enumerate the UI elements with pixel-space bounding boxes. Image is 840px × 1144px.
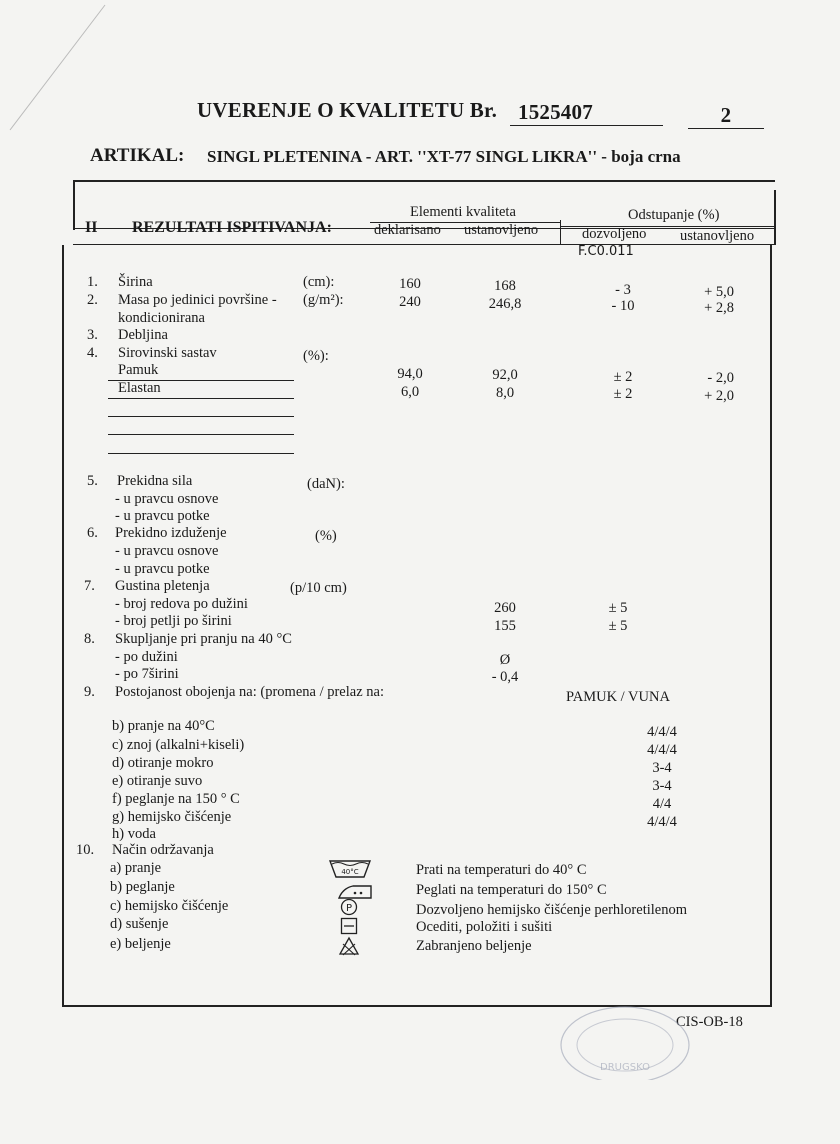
col-declared: deklarisano	[374, 222, 441, 238]
row-label: Postojanost obojenja na: (promena / prelaz na:	[115, 684, 384, 700]
measured-deviation: + 2,8	[704, 300, 734, 316]
fastness-label: f) peglanje na 150 ° C	[112, 791, 240, 807]
allowed-deviation: - 3	[615, 282, 631, 298]
row-unit: (%):	[303, 348, 329, 364]
fastness-label: e) otiranje suvo	[112, 773, 203, 789]
washing-40-icon	[328, 859, 372, 879]
fastness-label: c) znoj (alkalni+kiseli)	[112, 737, 245, 753]
test-method: F.C0.011	[578, 244, 634, 259]
article-label: ARTIKAL:	[90, 145, 185, 166]
sub-label: - u pravcu potke	[115, 561, 210, 577]
allowed-deviation: ± 5	[608, 618, 628, 634]
declared-value: 240	[399, 294, 421, 310]
deviation-header: Odstupanje (%)	[628, 207, 720, 223]
fastness-value: 3-4	[652, 778, 672, 794]
measured-value: Ø	[499, 652, 511, 668]
row-unit: (p/10 cm)	[290, 580, 347, 596]
care-instruction: Peglati na temperaturi do 150° C	[416, 882, 607, 898]
article-value: SINGL PLETENINA - ART. ''XT-77 SINGL LIKRA'' - boja crna	[207, 147, 681, 166]
row-label-continued: kondicionirana	[118, 310, 205, 326]
fiber-header: PAMUK / VUNA	[566, 689, 670, 705]
row-number: 4.	[87, 345, 98, 361]
care-instruction: Oceditі, položiti i sušiti	[416, 919, 553, 935]
sub-label: - po 7širini	[115, 666, 179, 682]
fastness-value: 4/4/4	[647, 742, 677, 758]
row-number: 10.	[76, 842, 95, 858]
sub-label: - u pravcu potke	[115, 508, 210, 524]
sub-label: - po dužini	[115, 649, 178, 665]
svg-text:40°C: 40°C	[341, 868, 359, 876]
drying-icon	[340, 917, 358, 935]
scan-artifact	[0, 0, 110, 140]
row-number: 1.	[87, 274, 98, 290]
measured-deviation: + 5,0	[704, 284, 734, 300]
row-label: Masa po jedinici površine -	[118, 292, 277, 308]
row-unit: (cm):	[303, 274, 335, 290]
row-label: Skupljanje pri pranju na 40 °C	[115, 631, 292, 647]
row-unit: (g/m²):	[303, 292, 344, 308]
row-unit: (%)	[315, 528, 337, 544]
row-unit: (daN):	[307, 476, 345, 492]
section-title: REZULTATI ISPITIVANJA:	[132, 219, 332, 236]
row-label: Prekidna sila	[117, 473, 193, 489]
care-label: e) beljenje	[110, 936, 171, 952]
row-number: 9.	[84, 684, 95, 700]
stamp-seal	[555, 1000, 695, 1080]
dry-clean-p-icon	[340, 898, 358, 916]
col-measured: ustanovljeno	[464, 222, 539, 238]
measured-value: 168	[494, 278, 516, 294]
row-number: 7.	[84, 578, 95, 594]
fastness-label: g) hemijsko čišćenje	[112, 809, 232, 825]
measured-deviation: - 2,0	[707, 370, 734, 386]
row-number: 2.	[87, 292, 98, 308]
fastness-value: 3-4	[652, 760, 672, 776]
fastness-label: h) voda	[112, 826, 156, 842]
form-code: CIS-OB-18	[676, 1014, 743, 1030]
row-label: Prekidno izduženje	[115, 525, 227, 541]
col-allowed: dozvoljeno	[582, 226, 647, 242]
document-title: UVERENJE O KVALITETU Br.	[197, 98, 498, 122]
sub-label: - u pravcu osnove	[115, 543, 219, 559]
row-label: Gustina pletenja	[115, 578, 210, 594]
row-label: Način održavanja	[112, 842, 214, 858]
svg-text:DRUGSKO: DRUGSKO	[600, 1062, 650, 1073]
measured-value: 246,8	[488, 296, 522, 312]
row-number: 6.	[87, 525, 98, 541]
page-number: 2	[688, 103, 764, 129]
component-name: Elastan	[118, 380, 161, 396]
row-number: 3.	[87, 327, 98, 343]
care-label: c) hemijsko čišćenje	[110, 898, 229, 914]
row-number: 8.	[84, 631, 95, 647]
allowed-deviation: - 10	[611, 298, 635, 314]
sub-label: - broj petlji po širini	[115, 613, 232, 629]
fastness-value: 4/4/4	[647, 814, 677, 830]
fastness-label: d) otiranje mokro	[112, 755, 214, 771]
measured-value: 92,0	[492, 367, 518, 383]
allowed-deviation: ± 5	[608, 600, 628, 616]
measured-value: 260	[494, 600, 516, 616]
care-label: b) peglanje	[110, 879, 175, 895]
declared-value: 94,0	[397, 366, 423, 382]
row-number: 5.	[87, 473, 98, 489]
care-instruction: Zabranjeno beljenje	[416, 938, 532, 954]
svg-text:P: P	[345, 903, 353, 914]
component-name: Pamuk	[118, 362, 159, 378]
sub-label: - u pravcu osnove	[115, 491, 219, 507]
declared-value: 160	[399, 276, 421, 292]
fastness-label: b) pranje na 40°C	[112, 718, 215, 734]
care-label: d) sušenje	[110, 916, 169, 932]
elements-header: Elementi kvaliteta	[410, 204, 516, 220]
measured-deviation: + 2,0	[704, 388, 734, 404]
col-measured-deviation: ustanovljeno	[680, 228, 755, 244]
allowed-deviation: ± 2	[613, 369, 633, 385]
declared-value: 6,0	[400, 384, 420, 400]
row-label: Debljina	[118, 327, 168, 343]
row-label: Širina	[118, 274, 153, 290]
care-label: a) pranje	[110, 860, 162, 876]
sub-label: - broj redova po dužini	[115, 596, 248, 612]
section-number: II	[85, 219, 98, 236]
measured-value: 8,0	[495, 385, 515, 401]
certificate-number: 1525407	[510, 100, 663, 126]
fastness-value: 4/4/4	[647, 724, 677, 740]
row-label: Sirovinski sastav	[118, 345, 217, 361]
no-bleach-icon	[338, 936, 360, 956]
care-instruction: Prati na temperaturi do 40° C	[416, 862, 587, 878]
care-instruction: Dozvoljeno hemijsko čišćenje perhloretilenom	[416, 902, 687, 918]
measured-value: 155	[494, 618, 516, 634]
fastness-value: 4/4	[652, 796, 672, 812]
measured-value: - 0,4	[491, 669, 519, 685]
allowed-deviation: ± 2	[613, 386, 633, 402]
